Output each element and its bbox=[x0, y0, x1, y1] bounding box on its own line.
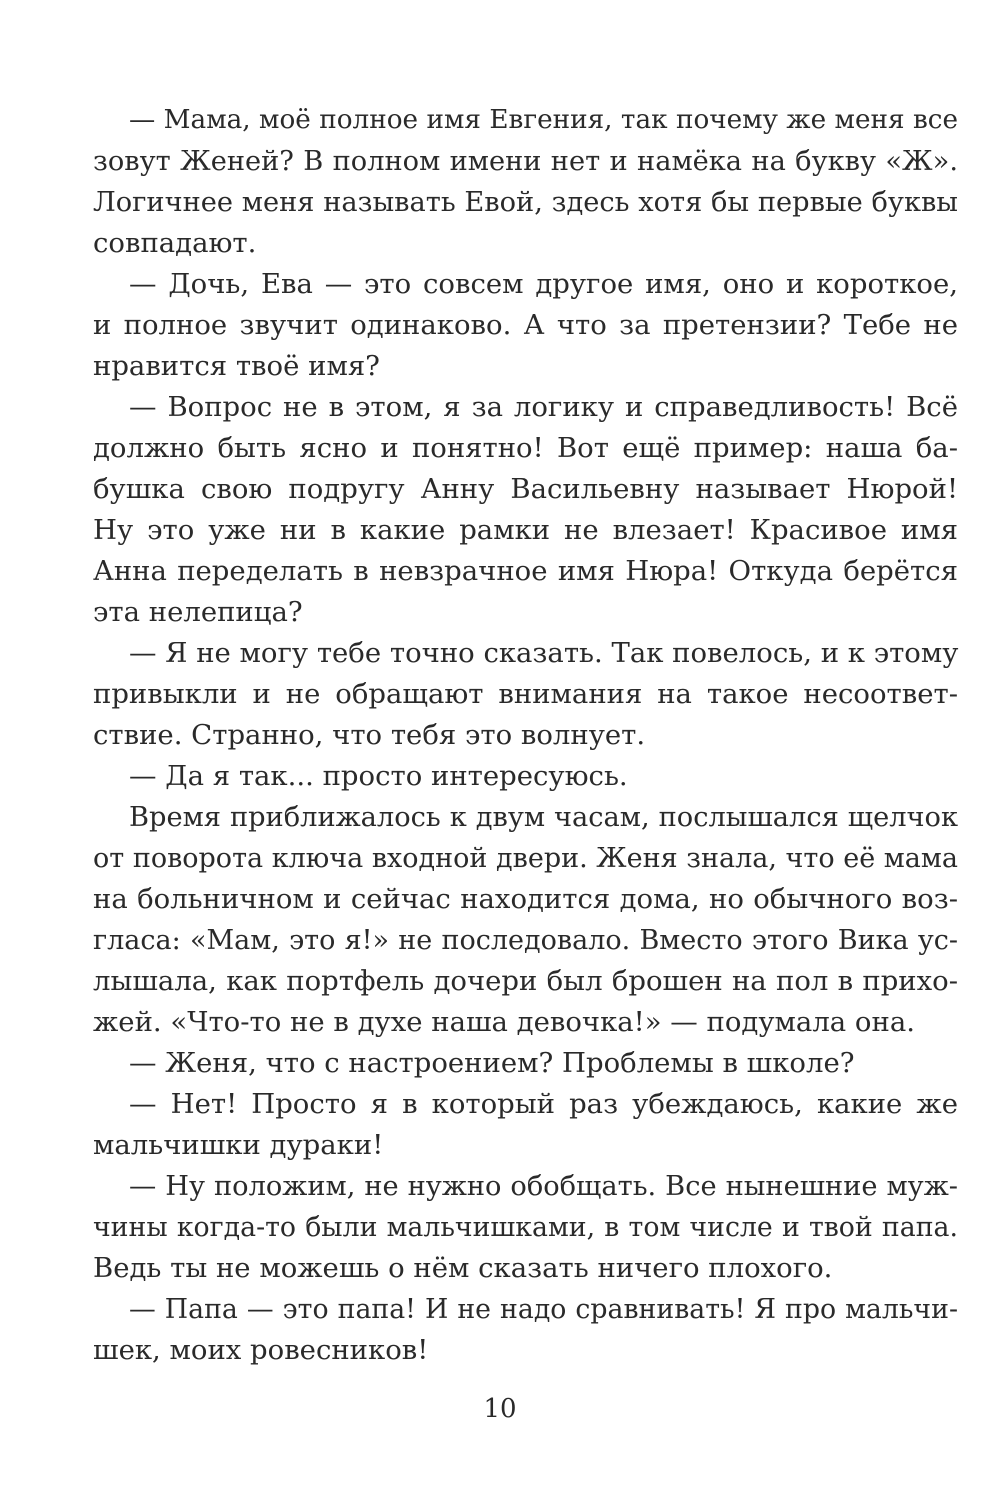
text-line: должно быть ясно и понятно! Вот ещё пример: наша ба- bbox=[93, 432, 958, 464]
paragraph-4 bbox=[93, 633, 958, 756]
text-line: привыкли и не обращают внимания на такое несоответ- bbox=[93, 678, 958, 710]
paragraph-2 bbox=[93, 264, 958, 387]
paragraph-3 bbox=[93, 387, 958, 633]
page-number: 10 bbox=[483, 1394, 517, 1424]
text-line: — Дочь, Ева — это совсем другое имя, оно и короткое, bbox=[129, 268, 958, 300]
paragraph-9 bbox=[93, 1166, 958, 1289]
text-line: Логичнее меня называть Евой, здесь хотя бы первые буквы bbox=[93, 187, 958, 218]
text-line: Ну это уже ни в какие рамки не влезает! Красивое имя bbox=[93, 514, 958, 546]
text-line: жей. «Что-то не в духе наша девочка!» — подумала она. bbox=[93, 1006, 915, 1038]
text-line: бушка свою подругу Анну Васильевну называет Нюрой! bbox=[93, 473, 958, 505]
text-line: — Вопрос не в этом, я за логику и справедливость! Всё bbox=[129, 391, 958, 423]
text-line: и полное звучит одинаково. А что за претензии? Тебе не bbox=[93, 309, 958, 341]
text-line: гласа: «Мам, это я!» не последовало. Вместо этого Вика ус- bbox=[93, 925, 958, 956]
text-line: лышала, как портфель дочери был брошен на пол в прихо- bbox=[93, 965, 958, 997]
text-line: нравится твоё имя? bbox=[93, 350, 380, 382]
text-line: эта нелепица? bbox=[93, 596, 303, 628]
text-line: — Мама, моё полное имя Евгения, так почему же меня все bbox=[129, 105, 958, 135]
paragraph-8 bbox=[93, 1084, 958, 1166]
paragraph-6 bbox=[93, 797, 958, 1043]
text-line: — Женя, что с настроением? Проблемы в школе? bbox=[129, 1047, 855, 1079]
paragraph-10 bbox=[93, 1289, 958, 1371]
text-line: чины когда-то были мальчишками, в том числе и твой папа. bbox=[93, 1212, 958, 1243]
text-line: мальчишки дураки! bbox=[93, 1129, 384, 1161]
text-line: зовут Женей? В полном имени нет и намёка на букву «Ж». bbox=[93, 146, 958, 177]
text-line: шек, моих ровесников! bbox=[93, 1334, 429, 1366]
text-line: — Папа — это папа! И не надо сравнивать! Я про мальчи- bbox=[129, 1294, 958, 1325]
text-line: Анна переделать в невзрачное имя Нюра! Откуда берётся bbox=[93, 555, 958, 587]
text-line: — Нет! Просто я в который раз убеждаюсь, какие же bbox=[129, 1088, 958, 1120]
text-line: на больничном и сейчас находится дома, но обычного воз- bbox=[93, 883, 958, 915]
text-line: ствие. Странно, что тебя это волнует. bbox=[93, 719, 646, 751]
text-line: Время приближалось к двум часам, послышался щелчок bbox=[129, 802, 958, 833]
text-line: Ведь ты не можешь о нём сказать ничего плохого. bbox=[93, 1252, 833, 1284]
page-body-text bbox=[93, 100, 958, 1371]
paragraph-7 bbox=[93, 1043, 958, 1084]
text-line: — Ну положим, не нужно обобщать. Все нынешние муж- bbox=[129, 1171, 958, 1202]
text-line: — Я не могу тебе точно сказать. Так повелось, и к этому bbox=[129, 637, 959, 669]
text-line: совпадают. bbox=[93, 227, 257, 259]
text-line: от поворота ключа входной двери. Женя знала, что её мама bbox=[93, 843, 958, 874]
paragraph-5 bbox=[93, 756, 958, 797]
text-line: — Да я так... просто интересуюсь. bbox=[129, 760, 628, 792]
paragraph-1 bbox=[93, 100, 958, 264]
